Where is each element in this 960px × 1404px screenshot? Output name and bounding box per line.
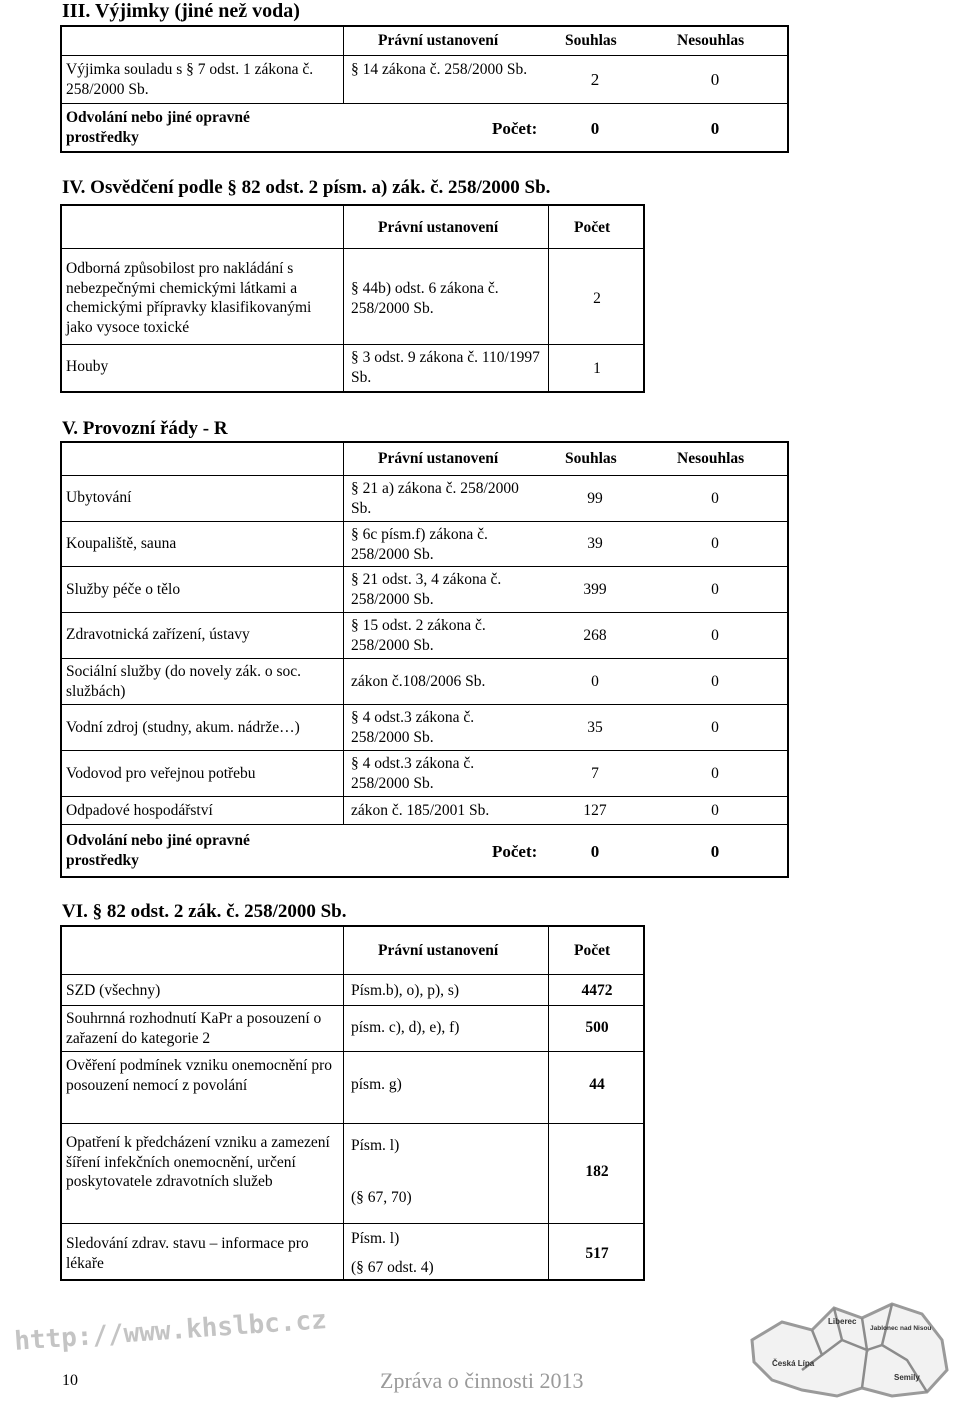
s5-row2-name: Koupaliště, sauna	[66, 535, 177, 552]
s6-row4-name: Opatření k předcházení vzniku a zamezení šíření infekčních onemocnění, určení poskytovatele zdravotních služeb	[66, 1134, 330, 1190]
s5-row2-disagree: 0	[711, 535, 719, 552]
s5-row8-disagree: 0	[711, 802, 719, 819]
s5-row6-agree: 35	[587, 719, 603, 736]
s4-col-count: Počet	[574, 219, 611, 236]
page-number: 10	[62, 1372, 78, 1389]
s3-appeal-disagree: 0	[710, 119, 720, 138]
section-5-heading: V. Provozní řády - R	[62, 418, 228, 439]
s3-col-disagree: Nesouhlas	[677, 32, 745, 49]
s5-row3-law: § 21 odst. 3, 4 zákona č. 258/2000 Sb.	[351, 571, 502, 608]
s5-row8-law: zákon č. 185/2001 Sb.	[351, 802, 490, 819]
s6-col-law: Právní ustanovení	[378, 942, 499, 959]
section-6-heading: VI. § 82 odst. 2 zák. č. 258/2000 Sb.	[62, 901, 347, 922]
s6-row4-law2: (§ 67, 70)	[351, 1189, 412, 1206]
s5-row2-agree: 39	[587, 535, 603, 552]
s5-appeal-agree: 0	[590, 842, 600, 861]
s5-row4-name: Zdravotnická zařízení, ústavy	[66, 626, 250, 643]
s6-row5-count: 517	[585, 1245, 609, 1262]
s5-row5-disagree: 0	[711, 673, 719, 690]
s3-row1-name: Výjimka souladu s § 7 odst. 1 zákona č. 258/2000 Sb.	[66, 61, 314, 98]
s5-row3-disagree: 0	[711, 581, 719, 598]
footer-url[interactable]: http://www.khslbc.cz	[13, 1305, 328, 1357]
s5-row1-disagree: 0	[711, 490, 719, 507]
s5-row4-agree: 268	[583, 627, 607, 644]
s3-col-agree: Souhlas	[565, 32, 617, 49]
s6-row2-count: 500	[585, 1019, 609, 1036]
s5-row6-name: Vodní zdroj (studny, akum. nádrže…)	[66, 719, 300, 736]
s3-row1-law: § 14 zákona č. 258/2000 Sb.	[351, 61, 528, 78]
s6-row1-name: SZD (všechny)	[66, 982, 161, 999]
s5-col-disagree: Nesouhlas	[677, 450, 745, 467]
s5-row4-disagree: 0	[711, 627, 719, 644]
map-label-ceska-lipa: Česká Lípa	[772, 1359, 815, 1368]
s4-row2-law: § 3 odst. 9 zákona č. 110/1997 Sb.	[351, 349, 540, 386]
s4-row1-law: § 44b) odst. 6 zákona č. 258/2000 Sb.	[351, 280, 499, 317]
s5-row7-name: Vodovod pro veřejnou potřebu	[66, 765, 256, 782]
s5-row6-disagree: 0	[711, 719, 719, 736]
s5-row1-agree: 99	[587, 490, 603, 507]
s3-appeal-count-label: Počet:	[492, 119, 538, 138]
s3-row1-disagree: 0	[710, 70, 720, 89]
s5-row7-agree: 7	[591, 765, 599, 782]
s5-row7-law: § 4 odst.3 zákona č. 258/2000 Sb.	[351, 755, 475, 792]
s4-row1-name: Odborná způsobilost pro nakládání s nebezpečnými chemickými látkami a chemickými přípravky klasifikovanými jako vysoce toxické	[66, 260, 312, 336]
s5-row3-agree: 399	[583, 581, 607, 598]
s6-row1-law: Písm.b), o), p), s)	[351, 982, 460, 999]
s4-row1-count: 2	[593, 290, 601, 307]
s6-row4-count: 182	[585, 1163, 609, 1180]
section-4-heading: IV. Osvědčení podle § 82 odst. 2 písm. a) zák. č. 258/2000 Sb.	[62, 177, 551, 198]
section-6-table	[60, 925, 645, 1281]
s5-row2-law: § 6c písm.f) zákona č. 258/2000 Sb.	[351, 526, 488, 563]
s5-appeal-count-label: Počet:	[492, 842, 538, 861]
s5-col-agree: Souhlas	[565, 450, 617, 467]
s5-row8-name: Odpadové hospodářství	[66, 802, 213, 819]
s5-row4-law: § 15 odst. 2 zákona č. 258/2000 Sb.	[351, 617, 486, 654]
s6-row3-count: 44	[589, 1076, 605, 1093]
s5-row5-agree: 0	[591, 673, 599, 690]
map-label-liberec: Liberec	[828, 1317, 857, 1326]
s3-appeal-agree: 0	[590, 119, 600, 138]
s6-row5-name: Sledování zdrav. stavu – informace pro lékaře	[66, 1235, 309, 1272]
s6-col-count: Počet	[574, 942, 611, 959]
s5-appeal-name: Odvolání nebo jiné opravné prostředky	[66, 832, 250, 869]
s6-row1-count: 4472	[581, 982, 613, 999]
section-3-heading: III. Výjimky (jiné než voda)	[62, 0, 300, 22]
s5-row7-disagree: 0	[711, 765, 719, 782]
s5-row5-name: Sociální služby (do novely zák. o soc. službách)	[66, 663, 302, 700]
s4-row2-count: 1	[593, 360, 601, 377]
s5-row6-law: § 4 odst.3 zákona č. 258/2000 Sb.	[351, 709, 475, 746]
s4-row2-name: Houby	[66, 358, 109, 375]
s5-row1-name: Ubytování	[66, 489, 132, 506]
s5-row1-law: § 21 a) zákona č. 258/2000 Sb.	[351, 480, 519, 517]
region-map-icon	[742, 1300, 954, 1400]
s5-row5-law: zákon č.108/2006 Sb.	[351, 673, 486, 690]
s5-row8-agree: 127	[583, 802, 607, 819]
s6-row5-law2: (§ 67 odst. 4)	[351, 1259, 434, 1276]
s4-col-law: Právní ustanovení	[378, 219, 499, 236]
footer-title: Zpráva o činnosti 2013	[380, 1368, 584, 1393]
s6-row3-law: písm. g)	[351, 1076, 402, 1093]
s5-row3-name: Služby péče o tělo	[66, 581, 181, 598]
s6-row5-law: Písm. l)	[351, 1230, 400, 1247]
s3-col-law: Právní ustanovení	[378, 32, 499, 49]
map-label-jablonec: Jablonec nad Nisou	[870, 1325, 932, 1332]
s6-row2-name: Souhrnná rozhodnutí KaPr a posouzení o zařazení do kategorie 2	[66, 1010, 322, 1047]
s5-appeal-disagree: 0	[710, 842, 720, 861]
s3-row1-agree: 2	[590, 70, 600, 89]
s5-col-law: Právní ustanovení	[378, 450, 499, 467]
s6-row4-law: Písm. l)	[351, 1137, 400, 1154]
s6-row3-name: Ověření podmínek vzniku onemocnění pro posouzení nemocí z povolání	[66, 1057, 333, 1094]
s3-appeal-name: Odvolání nebo jiné opravné prostředky	[66, 109, 250, 146]
map-label-semily: Semily	[894, 1373, 920, 1382]
s6-row2-law: písm. c), d), e), f)	[351, 1019, 460, 1036]
